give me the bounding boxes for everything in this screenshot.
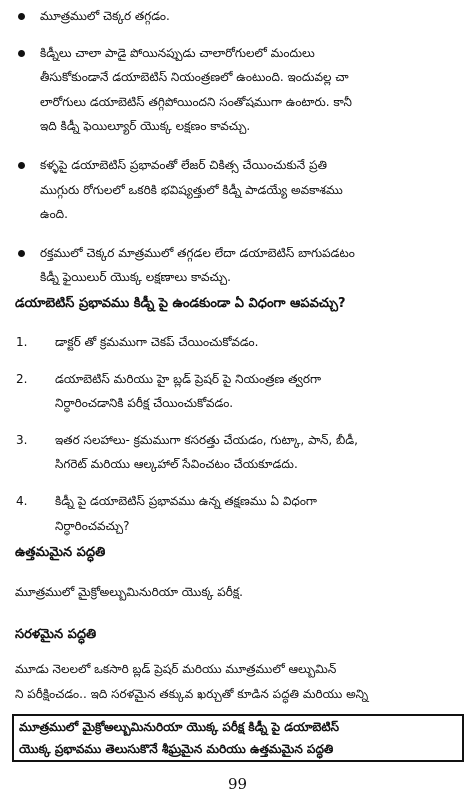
numbered-item: [14, 367, 464, 416]
bullet-item: [14, 241, 464, 290]
text-line: యొక్క ప్రభావము తెలుసుకొనే శీఘ్రమైన మరియు ఉత్తమమైన పద్ధతి: [19, 742, 334, 756]
text-line: రక్తములో చెక్కర మాత్రములో తగ్గడల లేదా డయాబెటిస్ బాగుపడటం: [40, 245, 355, 260]
bullet-point-icon: [18, 13, 25, 20]
text-line: ని పరీక్షించడం.. ఇది సరళమైన తక్కువ ఖర్చుతో కూడిన పద్ధతి మరియు అన్ని: [15, 686, 369, 701]
simple-method-heading: సరళమైన పద్ధతి: [15, 627, 97, 642]
bullet-point-icon: [18, 50, 25, 57]
item-number: 3.: [16, 432, 28, 447]
highlight-box: [12, 714, 464, 762]
bullet-item: [14, 41, 464, 139]
best-method-heading: ఉత్తమమైన పద్ధతి: [15, 545, 106, 560]
text-line: కిడ్నీ పై డయాబెటిస్ ప్రభావము ఉన్న తక్షణము ఏ విధంగా: [55, 493, 317, 508]
numbered-item: [14, 330, 464, 355]
numbered-item: [14, 489, 464, 538]
text-line: ముగ్గురు రోగులలో ఒకరికి భవిష్యత్తులో కిడ్నీ పాడయ్యే అవకాశము: [40, 182, 343, 197]
numbered-item: [14, 428, 464, 477]
item-number: 1.: [16, 335, 28, 349]
text-line: కిడ్నీలు చాలా పాడై పోయినప్పుడు చాలారోగులలో మందులు: [40, 45, 315, 60]
text-line: కిడ్నీ ఫైయిలుర్ యొక్క లక్షణాలు కావచ్చు.: [40, 270, 231, 285]
text-line: డాక్టర్ తో క్రమముగా చెకప్ చేయించుకోవడం.: [55, 335, 259, 349]
text-line: మూత్రములో మైక్రోఅల్బుమినురియా యొక్క పరీక్ష కిడ్నీ పై డయాబెటిస్: [19, 720, 340, 734]
text-line: నిర్ధారించడానికి పరీక్ష చేయించుకోవడం.: [55, 396, 234, 411]
text-line: నిర్ధారించవచ్చు?: [55, 518, 130, 533]
item-number: 4.: [16, 493, 28, 508]
text-line: ఇతర సలహాలు- క్రమముగా కసరత్తు చేయడం, గుట్కా, పాన్, బీడీ,: [55, 432, 358, 447]
bullet-point-icon: [18, 162, 25, 169]
text-line: ఇది కిడ్నీ ఫెయిల్యూర్ యొక్క లక్షణం కావచ్చు.: [40, 119, 251, 134]
bullet-list: [14, 4, 464, 290]
simple-method-paragraph: [15, 657, 465, 706]
text-line: మూడు నెలలలో ఒకసారి బ్లడ్ ప్రెషర్ మరియు మూత్రములో ఆల్బుమిన్: [15, 662, 337, 676]
best-method-text: మూత్రములో మైక్రోఅల్బుమినురియా యొక్క పరీక్ష.: [15, 585, 243, 599]
numbered-list: [14, 330, 464, 538]
text-line: డయాబెటిస్ మరియు హై బ్లడ్ ప్రెషర్ పై నియంత్రణ త్వరగా: [55, 371, 322, 386]
item-number: 2.: [16, 371, 28, 386]
bullet-item: [14, 153, 464, 227]
page-number: 99: [227, 775, 248, 793]
text-line: మూత్రములో చెక్కర తగ్గడం.: [40, 9, 170, 23]
bullet-point-icon: [18, 250, 25, 257]
text-line: ఉంది.: [40, 207, 68, 222]
text-line: లారోగులు డయాబెటిస్ తగ్గిపోయిందని సంతోషముగా ఉంటారు. కానీ: [40, 94, 352, 109]
section-heading: డయాబెటిస్ ప్రభావము కిడ్నీ పై ఉండకుండా ఏ విధంగా ఆపవచ్చు?: [15, 296, 346, 311]
text-line: సిగరెట్ మరియు ఆల్కహాల్ సేవించటం చేయకూడదు.: [55, 457, 298, 472]
text-line: కళ్ళపై డయాబెటిస్ ప్రభావంతో లేజర్ చికిత్స చేయించుకునే ప్రతి: [40, 157, 327, 172]
text-line: తీసుకోకుండానే డయాబెటిస్ నియంత్రణలో ఉంటుంది. ఇందువల్ల చా: [40, 70, 349, 85]
bullet-item: [14, 4, 464, 29]
